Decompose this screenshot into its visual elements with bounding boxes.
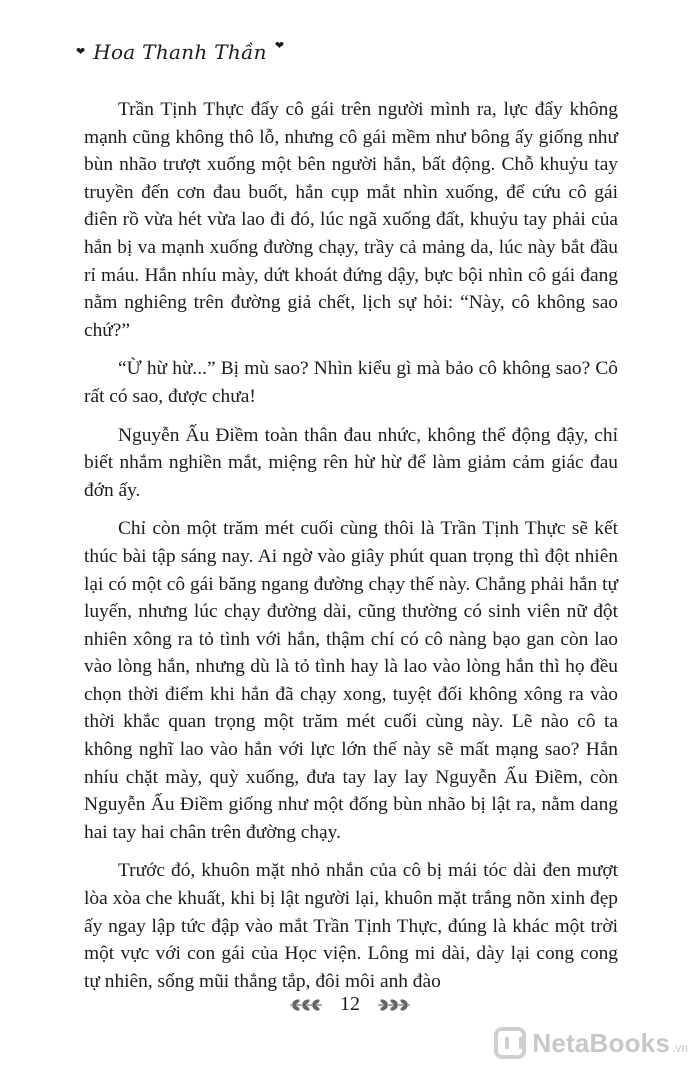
body-text [84, 96, 618, 1006]
heart-icon: ❤ [274, 39, 285, 52]
page-footer [0, 993, 700, 1016]
page-number: 12 [340, 993, 360, 1015]
running-header [76, 40, 284, 64]
paragraph: Chỉ còn một trăm mét cuối cùng thôi là Trần Tịnh Thực sẽ kết thúc bài tập sáng nay. Ai ngờ vào giây phút quan trọng thì đột nhiên lại có một cô gái băng ngang đường chạy thế này. Chẳng phải hắn tự luyến, nhưng lúc chạy đường dài, cũng thường có sinh viên nữ đột nhiên xông ra tỏ tình với hắn, thậm chí có cô nàng bạo gan còn lao vào lòng hắn, nhưng dù là tỏ tình hay là lao vào lòng hắn thì họ đều chọn thời điểm khi hắn đã chạy xong, tuyệt đối không xông ra vào thời khắc quan trọng một trăm mét cuối cùng này. Lẽ nào cô ta không nghĩ lao vào hắn với lực lớn thế này sẽ mất mạng sao? Hắn nhíu chặt mày, quỳ xuống, đưa tay lay lay Nguyễn Ấu Điềm, còn Nguyễn Ấu Điềm giống như một đống bùn nhão bị lật ra, nằm dang hai tay hai chân trên đường chạy. [84, 518, 618, 843]
paragraph: Trước đó, khuôn mặt nhỏ nhắn của cô bị mái tóc dài đen mượt lòa xòa che khuất, khi bị lật người lại, khuôn mặt trắng nõn xinh đẹp ấy ngay lập tức đập vào mắt Trần Tịnh Thực, đúng là khác một trời một vực với con gái của Học viện. Lông mi dài, dày lại cong cong tự nhiên, sống mũi thẳng tắp, đôi môi anh đào [84, 860, 618, 992]
book-title: Hoa Thanh Thần [93, 40, 267, 64]
leaf-sprig-icon [286, 997, 326, 1013]
heart-icon: ❤ [76, 45, 86, 58]
watermark-text: NetaBooks [532, 1027, 670, 1058]
paragraph: Trần Tịnh Thực đẩy cô gái trên người mình ra, lực đẩy không mạnh cũng không thô lỗ, nhưng cô gái mềm như bông ấy giống như bùn nhão trượt xuống một bên người hắn, bất động. Chỗ khuỷu tay truyền đến cơn đau buốt, hắn cụp mắt nhìn xuống, để cứu cô gái điên rồ vừa hét vừa lao đi đó, lúc ngã xuống đất, khuỷu tay phải của hắn bị va mạnh xuống đường chạy, trầy cả mảng da, lúc này bắt đầu rỉ máu. Hắn nhíu mày, dứt khoát đứng dậy, bực bội nhìn cô gái đang nằm nghiêng trên đường giả chết, lịch sự hỏi: “Này, cô không sao chứ?” [84, 99, 618, 341]
paragraph: Nguyễn Ấu Điềm toàn thân đau nhức, không thể động đậy, chỉ biết nhắm nghiền mắt, miệng rên hừ hừ để làm giảm cảm giác đau đớn ấy. [84, 424, 618, 501]
watermark-suffix: .vn [671, 1041, 688, 1055]
paragraph: “Ừ hừ hừ...” Bị mù sao? Nhìn kiểu gì mà bảo cô không sao? Cô rất có sao, được chưa! [84, 358, 618, 407]
leaf-sprig-icon [374, 997, 414, 1013]
netabooks-logo-icon [494, 1027, 526, 1059]
watermark [494, 1027, 688, 1059]
